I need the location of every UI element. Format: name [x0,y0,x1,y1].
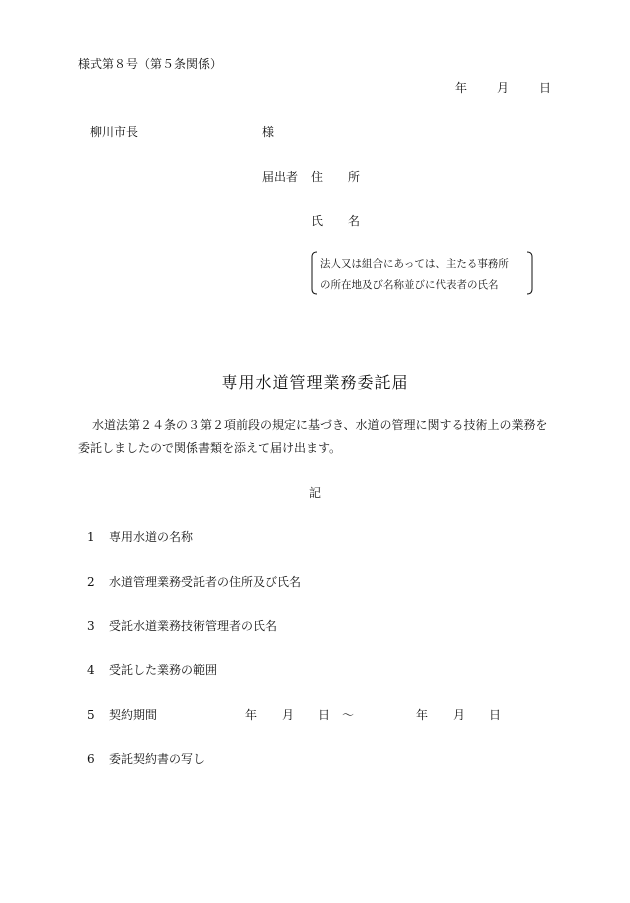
list-item: 5 契約期間 [87,708,158,722]
address-label-1: 住 [311,170,324,184]
list-item: 2 水道管理業務受託者の住所及び氏名 [87,575,302,589]
corporate-note-line2: の所在地及び名称並びに代表者の氏名 [320,279,499,291]
period-end-year: 年 [416,708,429,722]
body-paragraph [78,414,554,460]
period-end-month: 月 [453,708,466,722]
applicant-role: 届出者 [262,170,299,184]
address-label-2: 所 [348,170,361,184]
date-year-label: 年 [455,81,468,95]
period-tilde: ～ [342,708,355,722]
addressee-name: 柳川市長 [90,125,139,139]
addressee-honorific: 様 [262,125,275,139]
form-number: 様式第８号（第５条関係） [78,57,223,71]
body-text: 水道法第２４条の３第２項前段の規定に基づき、水道の管理に関する技術上の業務を委託しましたので関係書類を添えて届け出ます。 [78,418,548,455]
period-start-day: 日 [318,708,331,722]
period-start-year: 年 [245,708,258,722]
corporate-note-line1: 法人又は組合にあっては、主たる事務所 [320,258,509,270]
corporate-note-bracket [311,251,533,295]
list-item: 4 受託した業務の範囲 [87,663,218,677]
date-month-label: 月 [497,81,510,95]
period-end-day: 日 [489,708,502,722]
document-title: 専用水道管理業務委託届 [221,373,409,392]
list-item: 6 委託契約書の写し [87,752,206,766]
period-start-month: 月 [282,708,295,722]
date-day-label: 日 [539,81,552,95]
name-label-2: 名 [348,214,361,228]
list-item: 3 受託水道業務技術管理者の氏名 [87,619,278,633]
list-item: 1 専用水道の名称 [87,530,194,544]
ki-heading: 記 [309,486,322,500]
name-label-1: 氏 [311,214,324,228]
